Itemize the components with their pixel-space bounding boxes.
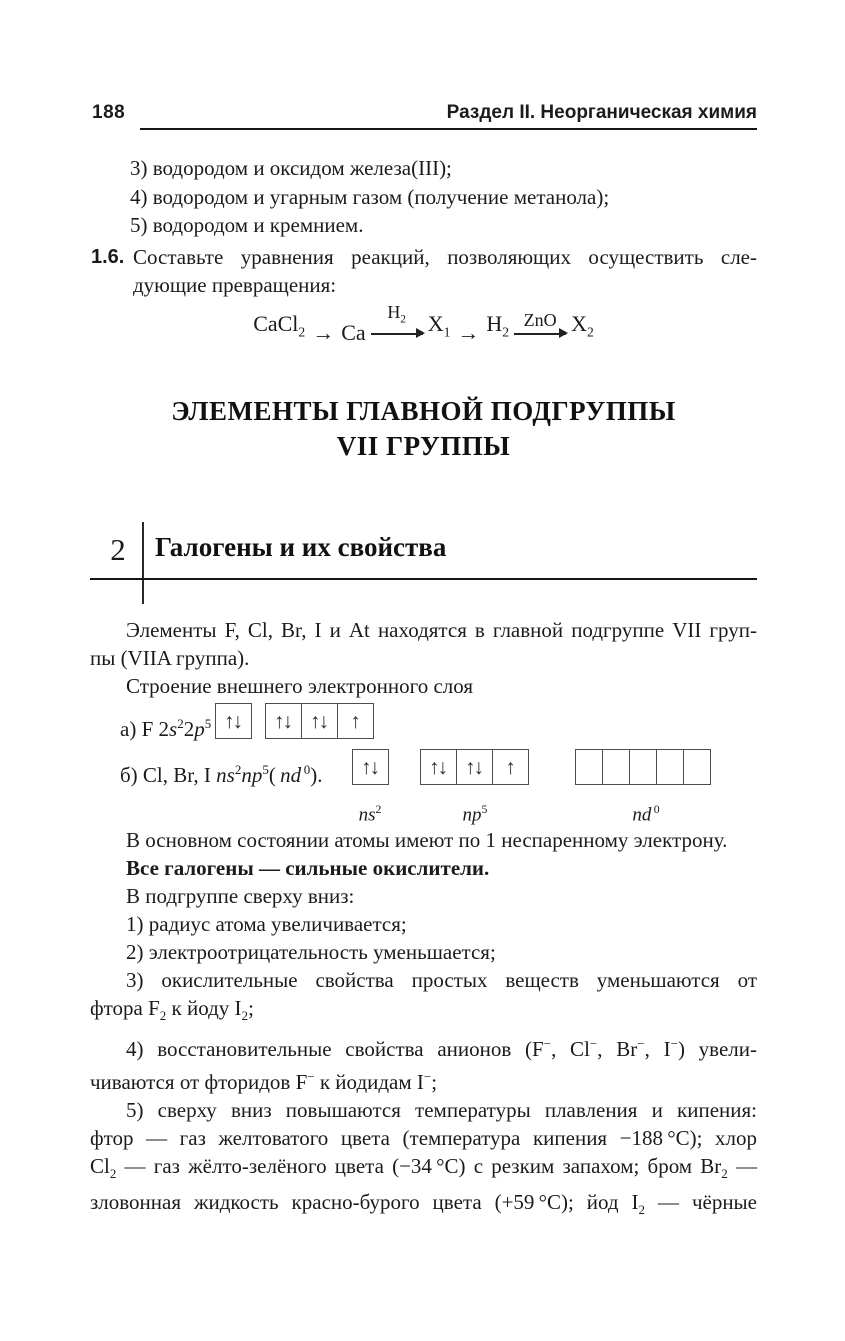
arrow-label-zno: ZnO xyxy=(523,309,557,330)
orbital-cell: ↑↓ xyxy=(352,749,389,785)
list-item-line: зловонная жидкость красно-бурого цвета (+59 °C); йод $I_2$ — чёрные xyxy=(90,1189,757,1218)
part-heading-line1: ЭЛЕМЕНТЫ ГЛАВНОЙ ПОДГРУППЫ xyxy=(171,395,676,426)
orbital-row-b-label: б) Cl, Br, I $ns^2np^5$( nd $^0$). xyxy=(120,761,323,787)
electron-configuration-diagram xyxy=(90,702,757,826)
arrow-right-icon: → xyxy=(312,319,335,345)
exercise-option: 3) водородом и оксидом железа(III); xyxy=(130,156,452,180)
labeled-arrow-h2 xyxy=(371,303,423,346)
list-item-line: 1) радиус атома увеличивается; xyxy=(126,911,407,936)
exercise-option: 5) водородом и кремнием. xyxy=(130,213,364,237)
paragraph-line: пы (VIIA группа). xyxy=(90,645,250,670)
body-text xyxy=(90,616,757,1225)
list-item-line: чиваются от фторидов F− к йодидам I−; xyxy=(90,1068,438,1094)
orbital-cell: ↑↓ xyxy=(420,749,457,785)
labeled-arrow-zno xyxy=(514,311,566,346)
running-section-title: Раздел II. Неорганическая химия xyxy=(446,102,757,123)
formula-x1: $X_1$ xyxy=(427,311,451,340)
subshell-label-ns2: $ns^2$ xyxy=(358,802,382,825)
orbital-cell xyxy=(657,749,684,785)
orbital-cell: ↑ xyxy=(338,703,374,739)
formula-x2: $X_2$ xyxy=(571,311,594,340)
orbital-boxes-b-s xyxy=(352,749,389,785)
formula-h2: $H_2$ xyxy=(486,311,510,340)
task-text-line: дующие превращения: xyxy=(133,273,337,297)
chapter-title: Галогены и их свойства xyxy=(155,531,447,562)
list-item-line: 4) восстановительные свойства анионов (F−, Cl−, Br−, I−) увели- xyxy=(126,1035,758,1061)
chapter-vertical-rule xyxy=(142,522,144,604)
orbital-cell xyxy=(575,749,603,785)
list-item-line: $Cl_2$ — газ жёлто-зелёного цвета (−34 °C) с резким запахом; бром $Br_2$ — xyxy=(90,1153,758,1181)
orbital-cell xyxy=(603,749,630,785)
chapter-number: 2 xyxy=(110,531,126,567)
exercise-options-list xyxy=(90,154,757,240)
orbital-cell xyxy=(684,749,711,785)
subshell-label-np5: $np^5$ xyxy=(462,802,488,825)
orbital-cell: ↑↓ xyxy=(302,703,338,739)
paragraph-line: Строение внешнего электронного слоя xyxy=(126,673,474,698)
formula-cacl2: CaCl$_2$ xyxy=(253,311,306,340)
task-text-line: Составьте уравнения реакций, позволяющих осуществить сле- xyxy=(133,244,757,269)
orbital-boxes-b-d xyxy=(575,749,711,785)
part-heading xyxy=(90,394,757,464)
arrow-right-icon xyxy=(514,333,566,335)
paragraph-line: В основном состоянии атомы имеют по 1 неспаренному электрону. xyxy=(126,827,728,852)
page-number: 188 xyxy=(92,102,126,123)
chapter-horizontal-rule xyxy=(90,578,757,580)
formula-ca: Ca xyxy=(341,319,366,345)
orbital-cell: ↑↓ xyxy=(215,703,252,739)
arrow-label-h2: $H_2$ xyxy=(387,301,406,326)
list-item-line: 5) сверху вниз повышаются температуры плавления и кипения: xyxy=(126,1097,757,1122)
textbook-page xyxy=(0,100,845,1341)
list-item-line: 3) окислительные свойства простых веществ уменьшаются от xyxy=(126,967,757,992)
subshell-label-nd0: nd $^0$ xyxy=(632,802,660,825)
part-heading-line2: VII ГРУППЫ xyxy=(336,430,511,461)
orbital-cell: ↑↓ xyxy=(265,703,302,739)
orbital-boxes-a-p xyxy=(265,703,374,739)
list-item-line: 2) электроотрицательность уменьшается; xyxy=(126,939,496,964)
orbital-boxes-a-s xyxy=(215,703,252,739)
orbital-cell xyxy=(630,749,657,785)
task-1-6 xyxy=(90,243,757,300)
orbital-cell: ↑↓ xyxy=(457,749,493,785)
page-content xyxy=(90,100,757,1224)
chapter-heading xyxy=(90,520,757,604)
paragraph-line: В подгруппе сверху вниз: xyxy=(126,883,355,908)
reaction-chain-equation xyxy=(90,301,757,346)
list-item-line: фтор — газ желтоватого цвета (температура кипения −188 °C); хлор xyxy=(90,1125,757,1150)
orbital-cell: ↑ xyxy=(493,749,529,785)
arrow-right-icon: → xyxy=(457,319,480,345)
orbital-row-a-label: а) F $2s^22p^5$ xyxy=(120,715,212,741)
exercise-option: 4) водородом и угарным газом (получение метанола); xyxy=(130,184,610,209)
task-number: 1.6. xyxy=(91,245,125,268)
orbital-boxes-b-p xyxy=(420,749,529,785)
running-header xyxy=(90,100,757,130)
paragraph-line: Элементы F, Cl, Br, I и At находятся в главной подгруппе VII груп- xyxy=(126,617,757,642)
arrow-right-icon xyxy=(371,333,423,335)
paragraph-line-bold: Все галогены — сильные окислители. xyxy=(126,855,490,880)
list-item-line: фтора $F_2$ к йоду $I_2$; xyxy=(90,995,254,1023)
header-rule xyxy=(140,128,757,131)
